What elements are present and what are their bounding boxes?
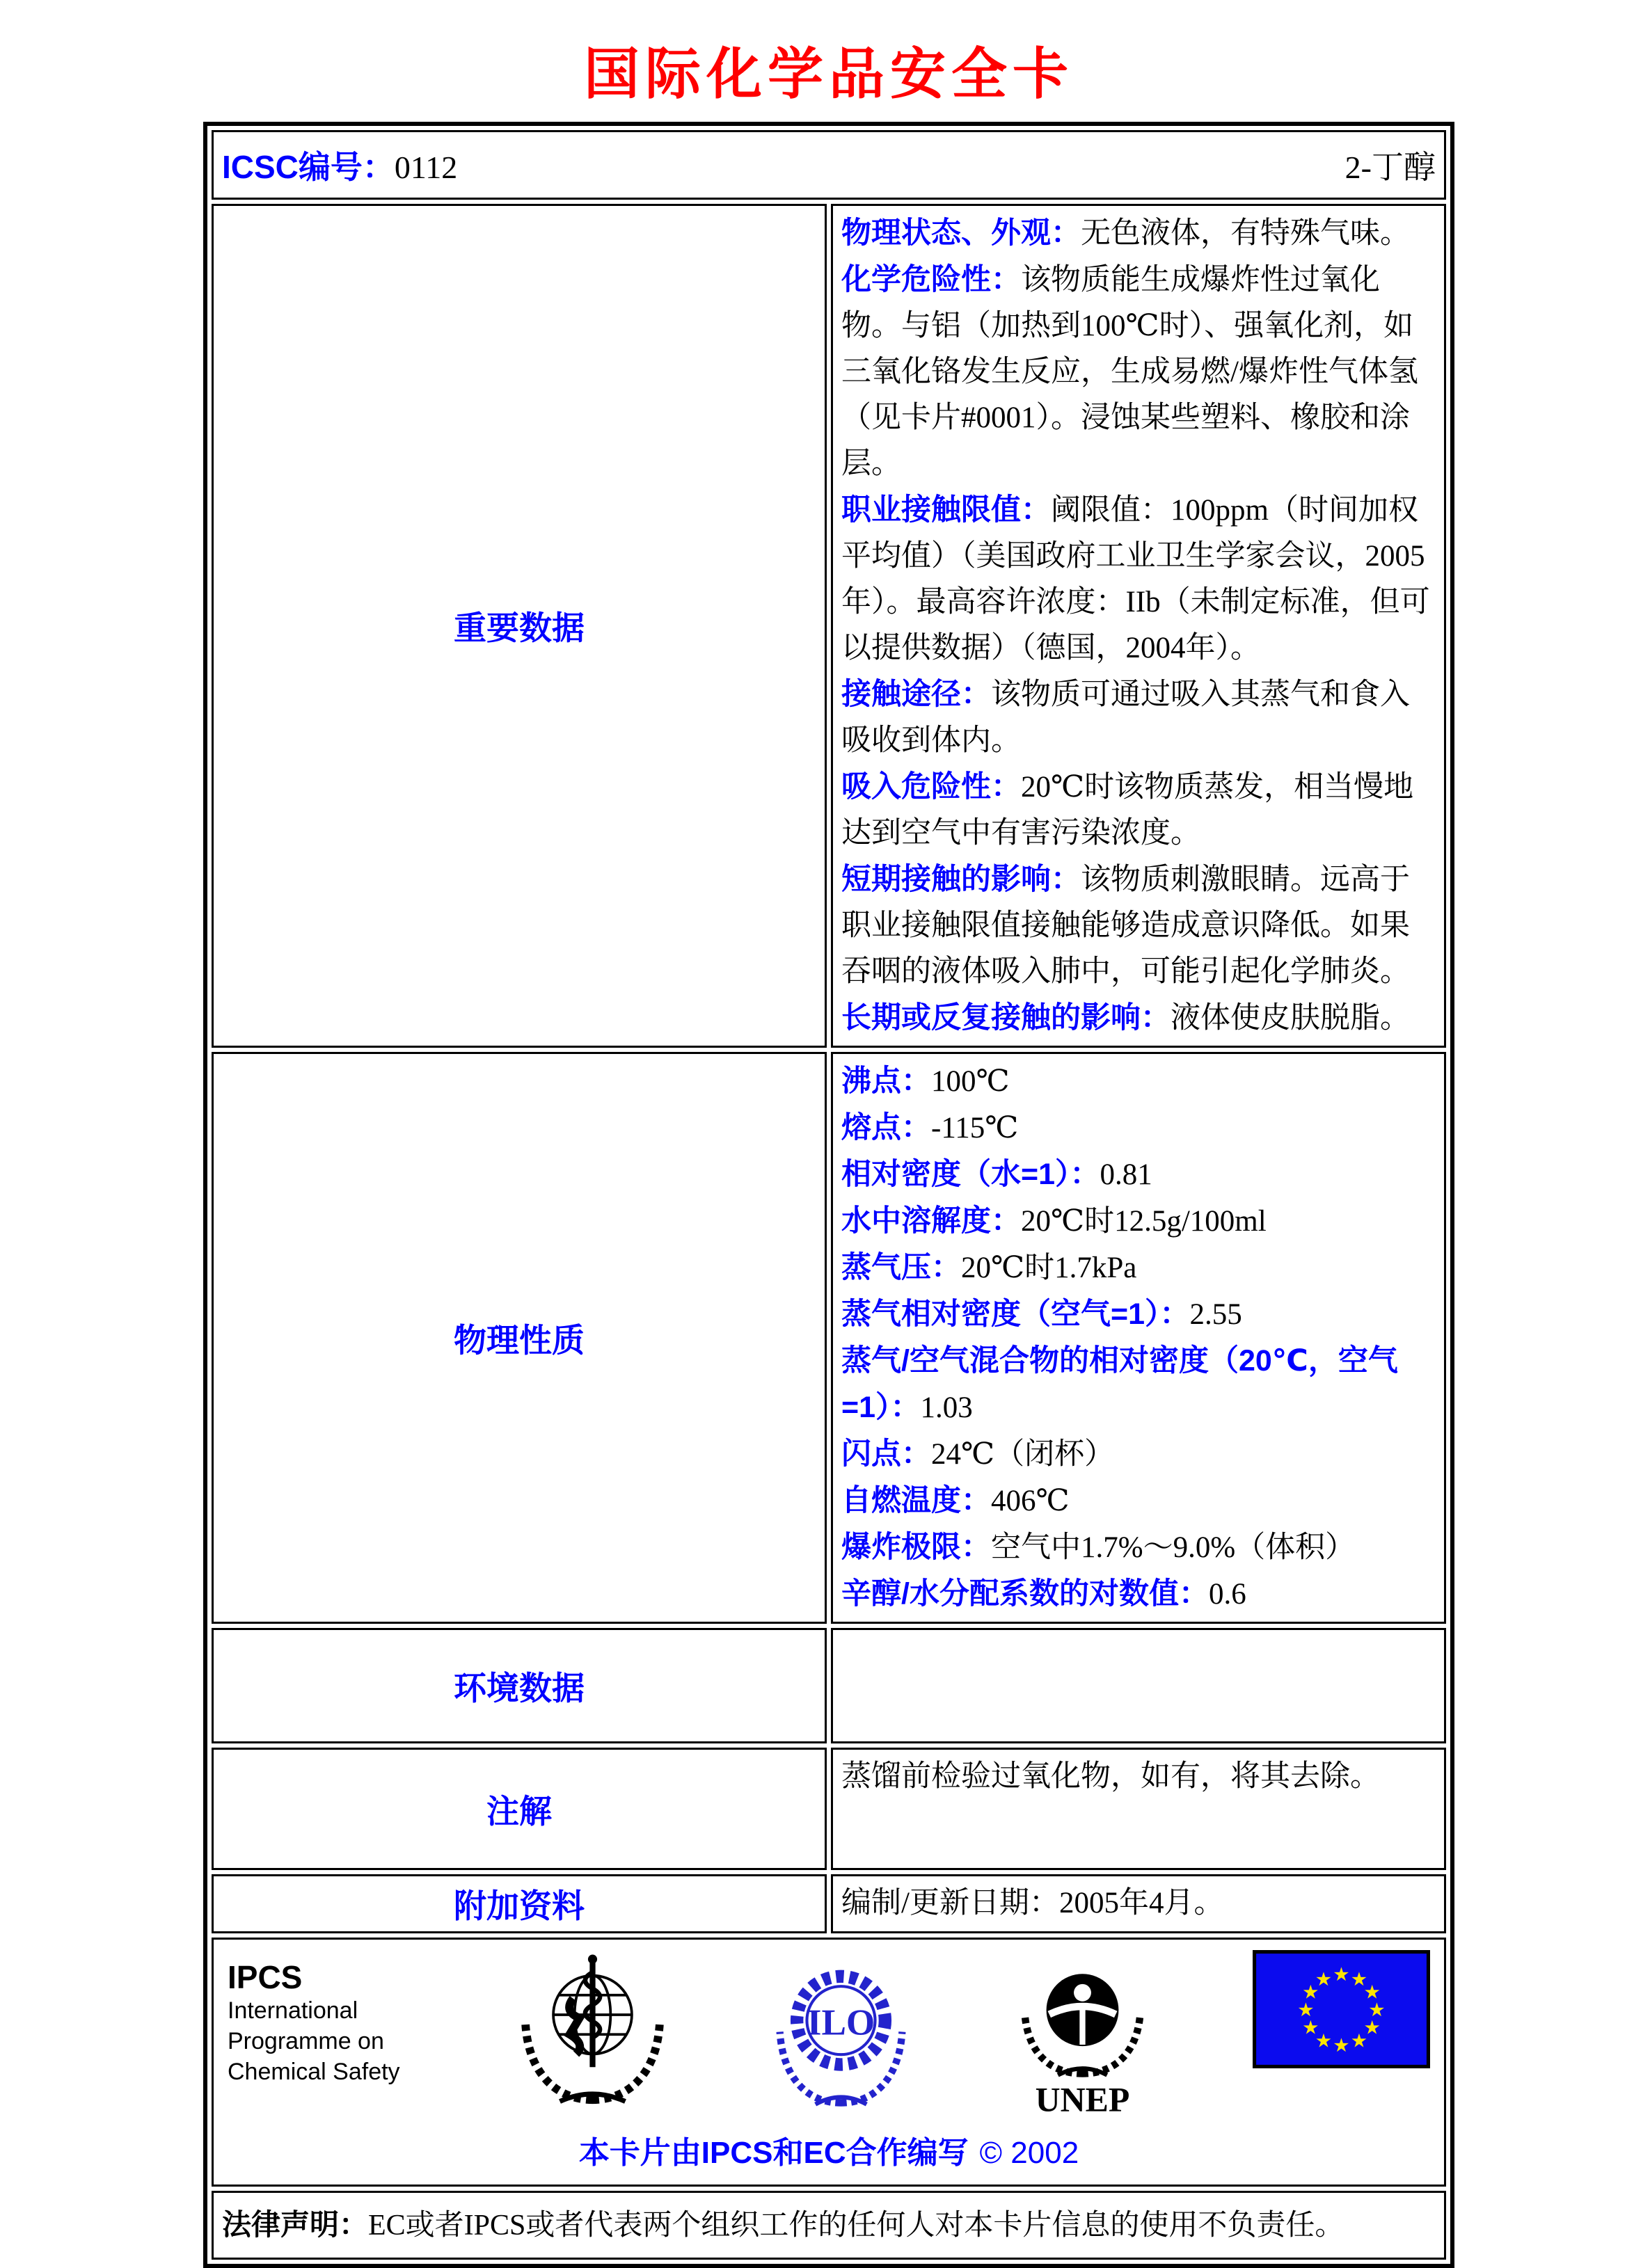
notes-cell [831,1748,1446,1870]
physical-item [841,1571,1436,1618]
physical-item [841,1478,1436,1524]
svg-text:★: ★ [1297,1999,1315,2022]
important-item-label: 接触途径： [841,678,991,711]
physical-item-label: 蒸气相对密度（空气=1）： [841,1297,1190,1331]
important-item-text: 该物质刺激眼睛。远高于职业接触限值接触能够造成意识降低。如果吞咽的液体吸入肺中，可能引起化学肺炎。 [841,863,1410,988]
physical-item-text: 24℃（闭杯） [931,1438,1115,1471]
svg-text:★: ★ [1302,2017,1319,2039]
logos-cell [212,1938,1446,2187]
additional-info-row-label: 附加资料 [212,1874,827,1933]
physical-item-text: 空气中1.7%～9.0%（体积） [991,1531,1356,1564]
physical-item-label: 沸点： [841,1064,931,1098]
ipcs-text-block [228,1949,415,2087]
svg-text:★: ★ [1302,1981,1319,2004]
svg-text:★: ★ [1350,1969,1368,1990]
important-item [841,764,1436,856]
important-item-label: 吸入危险性： [841,770,1021,804]
svg-text:★: ★ [1350,2030,1368,2052]
physical-item-label: 闪点： [841,1437,931,1471]
physical-item [841,1198,1436,1245]
environmental-data-cell [831,1628,1446,1743]
physical-item-label: 辛醇/水分配系数的对数值： [841,1577,1209,1611]
physical-properties-row [212,1052,1446,1624]
important-item [841,995,1436,1041]
legal-label: 法律声明： [222,2208,369,2241]
physical-item [841,1291,1436,1338]
who-logo-icon [511,1949,674,2116]
ipcs-line: Chemical Safety [228,2059,400,2085]
important-item [841,856,1436,995]
important-item-text: 无色液体，有特殊气味。 [1081,217,1410,250]
chemical-name: 2-丁醇 [1344,150,1436,185]
important-data-row-label: 重要数据 [212,204,827,1048]
svg-text:★: ★ [1333,2035,1350,2057]
physical-item-label: 蒸气压： [841,1251,961,1284]
ilo-logo-icon [770,1949,912,2116]
svg-text:★: ★ [1363,2017,1381,2039]
physical-item [841,1058,1436,1105]
physical-properties-row-label: 物理性质 [212,1052,827,1624]
physical-item-text: 20℃时1.7kPa [961,1252,1137,1284]
notes-row [212,1748,1446,1870]
copyright-text: © 2002 [979,2136,1079,2170]
physical-item [841,1338,1436,1431]
svg-text:★: ★ [1315,1969,1333,1990]
ipcs-acronym: IPCS [228,1959,303,1995]
important-item-label: 化学危险性： [841,263,1021,296]
physical-properties-cell [831,1052,1446,1624]
environmental-data-row [212,1628,1446,1743]
physical-item-label: 相对密度（水=1）： [841,1158,1100,1191]
physical-item [841,1151,1436,1198]
header-row [212,130,1446,200]
cooperation-caption [228,2123,1430,2179]
physical-item-label: 自燃温度： [841,1484,991,1517]
svg-text:★: ★ [1333,1964,1350,1986]
physical-item-text: -115℃ [931,1112,1019,1144]
svg-text:★: ★ [1315,2030,1333,2052]
legal-cell [212,2191,1446,2260]
physical-item-text: 0.6 [1208,1578,1246,1611]
physical-item [841,1245,1436,1291]
important-item-text: 20℃时该物质蒸发，相当慢地达到空气中有害污染浓度。 [841,771,1414,849]
environmental-data-text [841,1634,1436,1737]
physical-item-label: 水中溶解度： [841,1204,1021,1238]
icsc-number-group [222,142,457,188]
eu-flag-icon [1253,1949,1430,2073]
additional-info-row [212,1874,1446,1933]
physical-item [841,1105,1436,1151]
additional-info-text: 编制/更新日期：2005年4月。 [841,1887,1224,1919]
physical-item-label: 爆炸极限： [841,1531,991,1564]
important-item [841,671,1436,764]
unep-logo-icon [1008,1949,1157,2123]
physical-item-text: 2.55 [1189,1298,1242,1331]
physical-item-text: 20℃时12.5g/100ml [1021,1205,1267,1238]
notes-row-label: 注解 [212,1748,827,1870]
important-item-text: 液体使皮肤脱脂。 [1171,1002,1410,1035]
header-cell [212,130,1446,200]
important-item-text: 阈限值：100ppm（时间加权平均值）（美国政府工业卫生学家会议，2005年）。最高容许浓度：IIb（未制定标准，但可以提供数据）（德国，2004年）。 [841,494,1430,664]
physical-item [841,1431,1436,1478]
physical-item-text: 100℃ [931,1065,1010,1098]
physical-item-text: 0.81 [1100,1158,1152,1191]
important-item-label: 职业接触限值： [841,493,1051,527]
icsc-number-value: 0112 [394,150,458,185]
important-item-label: 短期接触的影响： [841,863,1081,896]
icsc-number-label: ICSC编号： [222,149,395,185]
legal-text: EC或者IPCS或者代表两个组织工作的任何人对本卡片信息的使用不负责任。 [368,2210,1344,2242]
important-item [841,487,1436,671]
physical-item-text: 1.03 [920,1391,973,1424]
important-item-label: 物理状态、外观： [841,216,1081,250]
important-item-text: 该物质可通过吸入其蒸气和食入吸收到体内。 [841,678,1410,757]
physical-item-text: 406℃ [991,1485,1070,1517]
important-item-text: 该物质能生成爆炸性过氧化物。与铝（加热到100℃时）、强氧化剂，如三氧化铬发生反应，生成易燃/爆炸性气体氢（见卡片#0001）。浸蚀某些塑料、橡胶和涂层。 [841,264,1418,480]
svg-text:★: ★ [1368,1999,1386,2022]
notes-text: 蒸馏前检验过氧化物，如有，将其去除。 [841,1760,1380,1793]
physical-item [841,1524,1436,1571]
physical-item-label: 熔点： [841,1111,931,1144]
physical-item-label: 蒸气/空气混合物的相对密度（20℃，空气=1）： [841,1344,1398,1424]
icsc-card-table [203,122,1454,2268]
logos-row [212,1938,1446,2187]
additional-info-cell [831,1874,1446,1933]
svg-text:★: ★ [1363,1981,1381,2004]
important-data-row [212,204,1446,1048]
important-item [841,210,1436,257]
environmental-data-row-label: 环境数据 [212,1628,827,1743]
cooperation-caption-text: 本卡片由IPCS和EC合作编写 [578,2136,969,2170]
important-data-cell [831,204,1446,1048]
unep-logo-label: UNEP [1035,2080,1130,2119]
ipcs-line: Programme on [228,2028,384,2054]
important-item-label: 长期或反复接触的影响： [841,1001,1171,1035]
svg-text:ILO: ILO [807,2002,875,2043]
ipcs-line: International [228,1997,358,2024]
page-title: 国际化学品安全卡 [584,45,1074,106]
important-item [841,257,1436,487]
legal-row [212,2191,1446,2260]
